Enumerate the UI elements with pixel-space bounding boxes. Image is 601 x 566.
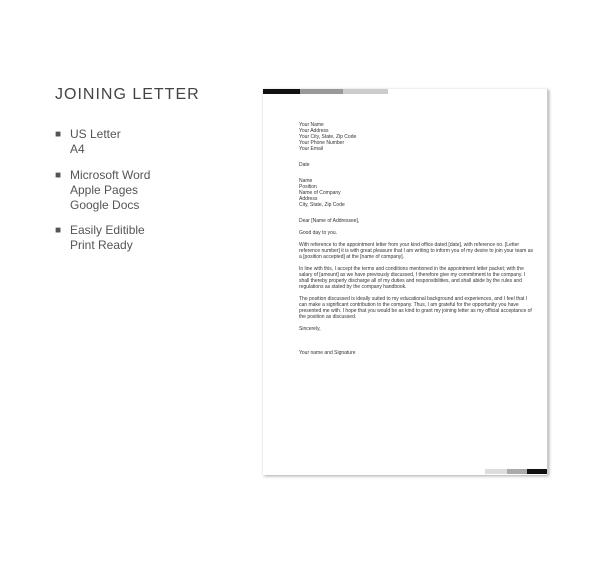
footer-bar-light xyxy=(485,469,507,474)
date: Date xyxy=(299,162,310,168)
bullet: ■ xyxy=(55,129,62,140)
footer-bar-dark xyxy=(527,469,547,474)
feature-item: Apple Pages xyxy=(70,183,139,197)
recipient-line: City, State, Zip Code xyxy=(299,202,345,208)
paragraph: In line with this, I accept the terms and conditions mentioned in the appointment letter packet; with the salary of [amount] as we have previously discussed, I therefore give my commitment to the company. I shall thereby properly discharge all of my duties and responsibilities, and shall abide by the rules and regulations as stated by the company handbook. xyxy=(299,266,526,290)
salutation: Dear [Name of Addressee], xyxy=(299,218,360,224)
signature: Your name and Signature xyxy=(299,350,356,356)
feature-item: Easily Editible xyxy=(70,223,145,237)
bullet: ■ xyxy=(55,225,62,236)
greeting: Good day to you. xyxy=(299,230,338,236)
header-bar-dark xyxy=(263,89,300,94)
letter-body xyxy=(299,122,535,362)
feature-item: Print Ready xyxy=(70,238,133,252)
feature-item: US Letter xyxy=(70,127,121,141)
sender-line: Your City, State, Zip Code xyxy=(299,134,357,140)
footer-bar-mid xyxy=(507,469,527,474)
header-bar-mid xyxy=(300,89,343,94)
sender-line: Your Address xyxy=(299,128,329,134)
recipient-block xyxy=(299,178,535,208)
recipient-line: Name of Company xyxy=(299,190,341,196)
feature-item: A4 xyxy=(70,142,85,156)
feature-item: Microsoft Word xyxy=(70,168,151,182)
paragraph: With reference to the appointment letter from your kind office dated [date], with reference no. [Letter reference number] it is with great pleasure that I am writing to inform you of my desire to join your team as a [position accepted] at the [name of company]. xyxy=(299,242,533,260)
recipient-line: Name xyxy=(299,178,313,184)
format-list xyxy=(55,127,121,157)
bullet: ■ xyxy=(55,170,62,181)
letter-preview xyxy=(263,89,548,475)
sender-line: Your Name xyxy=(299,122,324,128)
page-title: JOINING LETTER xyxy=(55,86,200,103)
recipient-line: Position xyxy=(299,184,317,190)
paragraph: The position discussed is ideally suited to my educational background and experiences, and I feel that I can make a significant contribution to the company. Thus, I am grateful for the opportunity you have presented me with. I hope that you would be as kind to grant my joining letter as my official acceptance of the position as discussed. xyxy=(299,296,532,320)
feature-item: Google Docs xyxy=(70,198,140,212)
header-bar-light xyxy=(343,89,388,94)
app-list xyxy=(55,168,150,213)
closing: Sincerely, xyxy=(299,326,321,332)
sender-block xyxy=(299,122,535,152)
print-list xyxy=(55,223,145,253)
recipient-line: Address xyxy=(299,196,318,202)
sender-line: Your Phone Number xyxy=(299,140,345,146)
sender-line: Your Email xyxy=(299,146,323,152)
